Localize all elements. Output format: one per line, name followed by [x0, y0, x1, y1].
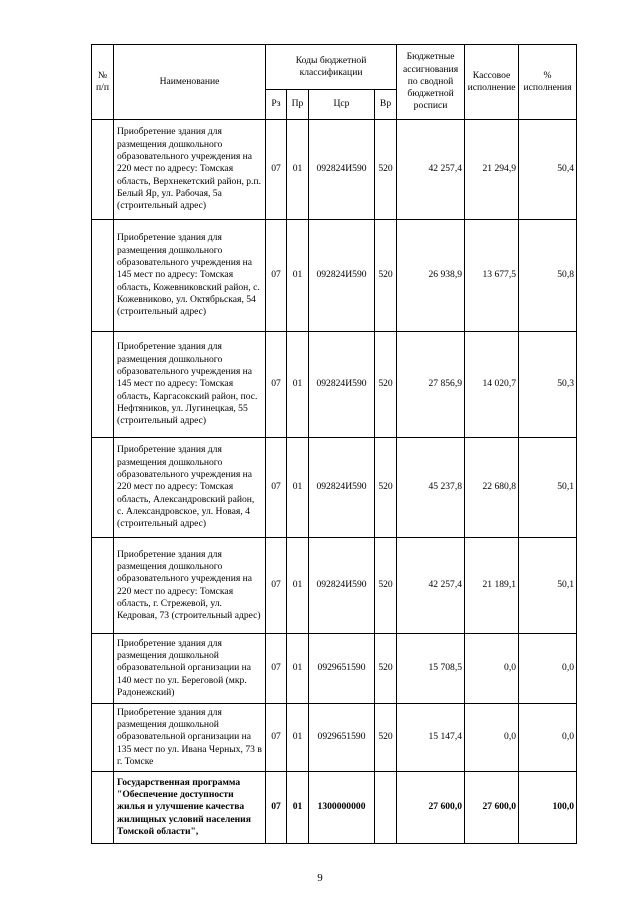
- row-pct: 100,0: [519, 772, 577, 844]
- row-assign: 26 938,9: [397, 220, 465, 332]
- row-vr: [375, 772, 397, 844]
- row-name: Приобретение здания для размещения дошкольного образовательного учреждения на 145 мест по адресу: Томская область, Кожевниковский район, с. Кожевниково, ул. Октябрьская, 54 (строительный адрес): [114, 220, 266, 332]
- row-rz: 07: [266, 332, 287, 438]
- row-assign: 42 257,4: [397, 120, 465, 220]
- row-pct: 50,1: [519, 538, 577, 634]
- page-number: 9: [317, 872, 323, 884]
- header-rz: Рз: [266, 90, 287, 120]
- row-name: Приобретение здания для размещения дошкольной образовательной организации на 140 мест по ул. Береговой (мкр. Радонежский): [114, 634, 266, 704]
- row-assign: 27 856,9: [397, 332, 465, 438]
- row-pct: 0,0: [519, 704, 577, 772]
- row-cash: 21 189,1: [465, 538, 519, 634]
- row-name: Приобретение здания для размещения дошкольного образовательного учреждения на 220 мест по адресу: Томская область, г. Стрежевой, ул. Кедровая, 73 (строительный адрес): [114, 538, 266, 634]
- row-name: Приобретение здания для размещения дошкольного образовательного учреждения на 220 мест по адресу: Томская область, Верхнекетский район, р.п. Белый Яр, ул. Рабочая, 5а (строительный адрес): [114, 120, 266, 220]
- header-csr: Цср: [309, 90, 375, 120]
- row-cash: 21 294,9: [465, 120, 519, 220]
- row-name: Государственная программа "Обеспечение доступности жилья и улучшение качества жилищных условий населения Томской области",: [114, 772, 266, 844]
- table-row: [92, 538, 577, 634]
- row-num-cell: [92, 538, 114, 634]
- row-csr: 092824И590: [309, 220, 375, 332]
- row-csr: 092824И590: [309, 438, 375, 538]
- row-csr: 092824И590: [309, 538, 375, 634]
- row-pr: 01: [287, 538, 309, 634]
- row-num-cell: [92, 220, 114, 332]
- row-vr: 520: [375, 704, 397, 772]
- row-vr: 520: [375, 120, 397, 220]
- row-name: Приобретение здания для размещения дошкольного образовательного учреждения на 220 мест по адресу: Томская область, Александровский район, с. Александровское, ул. Новая, 4 (строительный адрес): [114, 438, 266, 538]
- row-vr: 520: [375, 634, 397, 704]
- row-num-cell: [92, 438, 114, 538]
- row-csr: 092824И590: [309, 332, 375, 438]
- row-pct: 50,3: [519, 332, 577, 438]
- row-cash: 14 020,7: [465, 332, 519, 438]
- row-assign: 15 708,5: [397, 634, 465, 704]
- row-cash: 0,0: [465, 704, 519, 772]
- table-row: [92, 120, 577, 220]
- row-assign: 27 600,0: [397, 772, 465, 844]
- row-rz: 07: [266, 634, 287, 704]
- table-row: [92, 438, 577, 538]
- row-pr: 01: [287, 120, 309, 220]
- row-rz: 07: [266, 538, 287, 634]
- row-rz: 07: [266, 438, 287, 538]
- row-pr: 01: [287, 704, 309, 772]
- row-cash: 13 677,5: [465, 220, 519, 332]
- row-cash: 0,0: [465, 634, 519, 704]
- row-csr: 0929651590: [309, 634, 375, 704]
- row-assign: 45 237,8: [397, 438, 465, 538]
- row-cash: 27 600,0: [465, 772, 519, 844]
- row-name: Приобретение здания для размещения дошкольной образовательной организации на 135 мест по ул. Ивана Черных, 73 в г. Томске: [114, 704, 266, 772]
- row-pr: 01: [287, 438, 309, 538]
- table-row: [92, 332, 577, 438]
- row-num-cell: [92, 772, 114, 844]
- header-vr: Вр: [375, 90, 397, 120]
- table-row-program-total: [92, 772, 577, 844]
- header-assign: Бюджетные ассигнования по сводной бюджетной росписи: [397, 45, 465, 120]
- table-row: [92, 704, 577, 772]
- row-pr: 01: [287, 332, 309, 438]
- row-vr: 520: [375, 332, 397, 438]
- row-pr: 01: [287, 634, 309, 704]
- header-pr: Пр: [287, 90, 309, 120]
- header-codes: Коды бюджетной классификации: [266, 45, 397, 90]
- header-cash: Кассовое исполнение: [465, 45, 519, 120]
- row-pct: 50,1: [519, 438, 577, 538]
- row-rz: 07: [266, 704, 287, 772]
- row-cash: 22 680,8: [465, 438, 519, 538]
- row-num-cell: [92, 120, 114, 220]
- header-num: № п/п: [92, 45, 114, 120]
- row-pct: 0,0: [519, 634, 577, 704]
- row-num-cell: [92, 704, 114, 772]
- table-row: [92, 220, 577, 332]
- table-header: [92, 45, 577, 120]
- row-vr: 520: [375, 220, 397, 332]
- table-row: [92, 634, 577, 704]
- row-csr: 092824И590: [309, 120, 375, 220]
- header-pct: % исполнения: [519, 45, 577, 120]
- row-assign: 15 147,4: [397, 704, 465, 772]
- row-num-cell: [92, 634, 114, 704]
- row-rz: 07: [266, 220, 287, 332]
- row-rz: 07: [266, 120, 287, 220]
- row-pr: 01: [287, 220, 309, 332]
- row-vr: 520: [375, 438, 397, 538]
- header-name: Наименование: [114, 45, 266, 120]
- row-rz: 07: [266, 772, 287, 844]
- row-name: Приобретение здания для размещения дошкольного образовательного учреждения на 145 мест по адресу: Томская область, Каргасокский район, пос. Нефтяников, ул. Лугинецкая, 55 (строительный адрес): [114, 332, 266, 438]
- row-pct: 50,8: [519, 220, 577, 332]
- row-assign: 42 257,4: [397, 538, 465, 634]
- row-pr: 01: [287, 772, 309, 844]
- budget-table: [91, 44, 577, 844]
- row-csr: 0929651590: [309, 704, 375, 772]
- row-csr: 1300000000: [309, 772, 375, 844]
- row-num-cell: [92, 332, 114, 438]
- row-vr: 520: [375, 538, 397, 634]
- row-pct: 50,4: [519, 120, 577, 220]
